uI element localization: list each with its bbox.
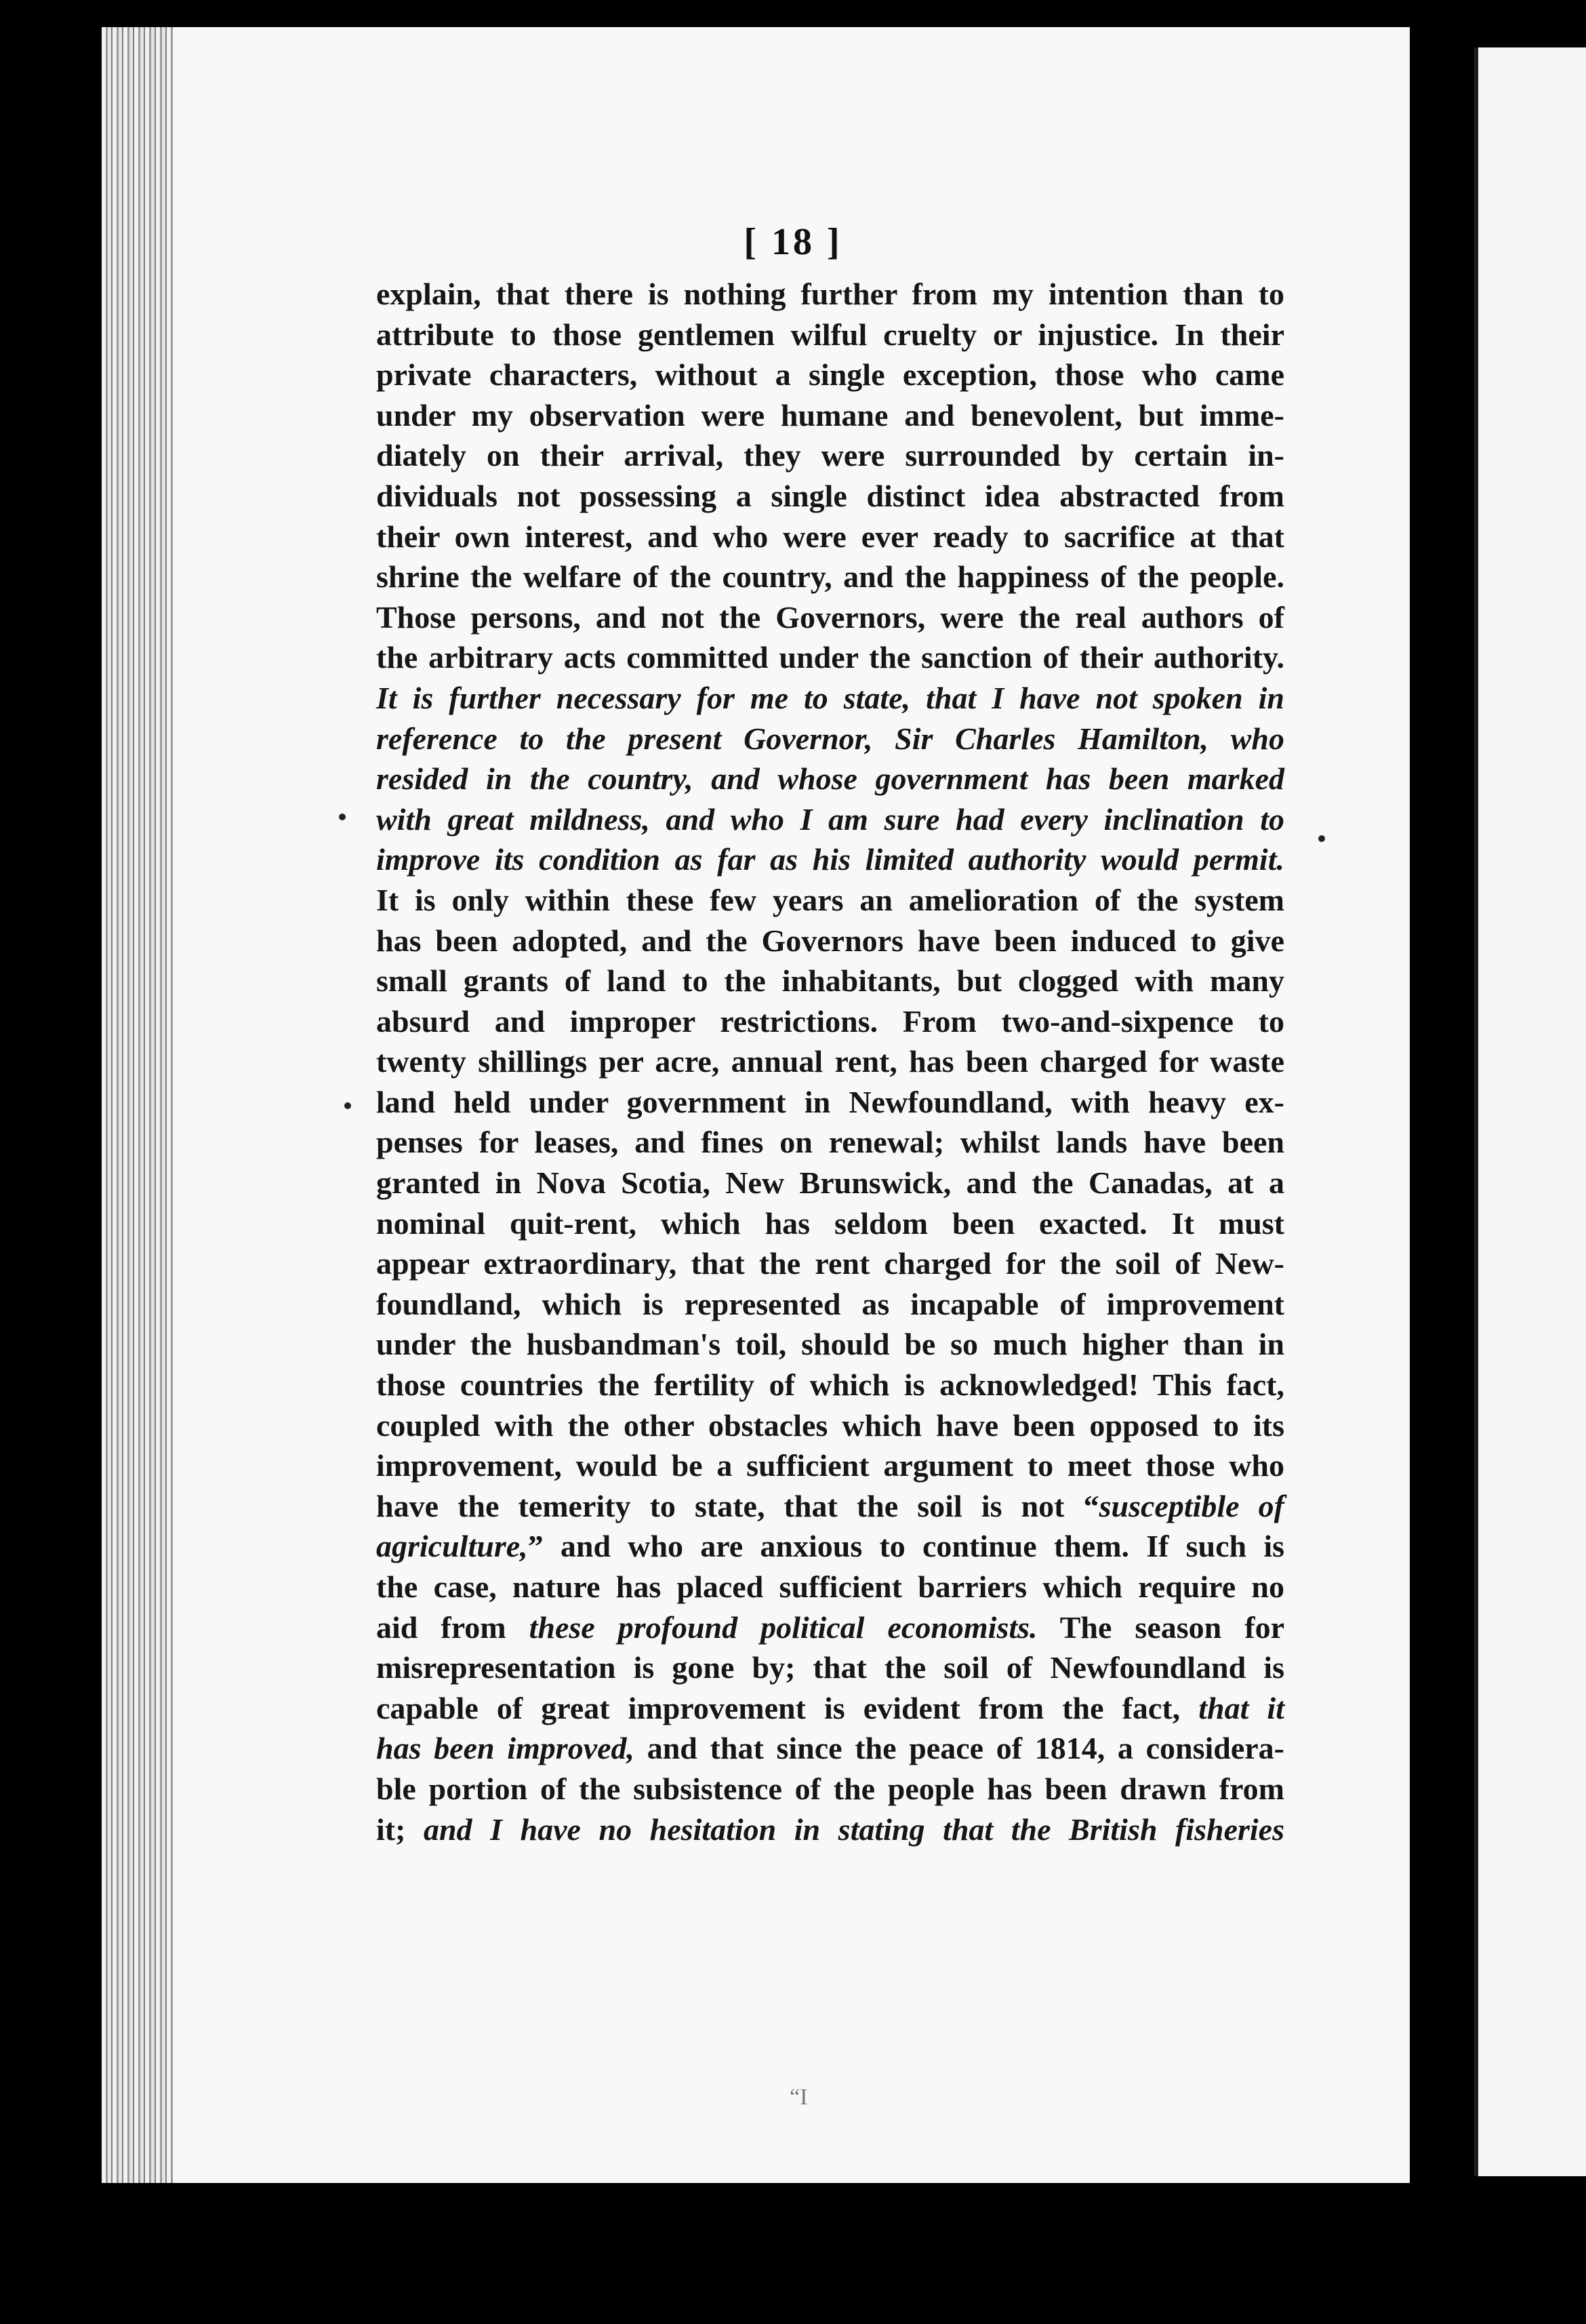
text-segment: granted in Nova Scotia, New Brunswick, and the Canadas, at a xyxy=(376,1165,1284,1201)
text-segment: under the husbandman's toil, should be so much higher than in xyxy=(376,1327,1284,1362)
italic-segment: agriculture, xyxy=(376,1529,528,1564)
text-line xyxy=(376,315,1284,355)
text-line xyxy=(376,1284,1284,1325)
italic-segment: reference to the present Governor, Sir Charles Hamilton, who xyxy=(376,721,1284,756)
ink-speck xyxy=(339,814,346,820)
text-line xyxy=(376,1405,1284,1446)
text-segment: land held under government in Newfoundland, with heavy ex- xyxy=(376,1084,1284,1119)
text-line xyxy=(376,1688,1284,1729)
text-segment: it; xyxy=(376,1811,424,1847)
page-stack-edges xyxy=(102,27,176,2183)
text-segment: private characters, without a single exception, those who came xyxy=(376,357,1284,393)
text-line xyxy=(376,1041,1284,1082)
italic-segment: has been improved, xyxy=(376,1731,635,1766)
text-line xyxy=(376,921,1284,961)
text-segment: aid from xyxy=(376,1609,529,1645)
body-text xyxy=(376,274,1284,1849)
text-segment: coupled with the other obstacles which have been opposed to its xyxy=(376,1407,1284,1443)
text-segment: foundland, which is represented as incapable of improvement xyxy=(376,1286,1284,1321)
italic-segment: that it xyxy=(1198,1690,1284,1725)
text-line xyxy=(376,839,1284,880)
text-line xyxy=(376,759,1284,799)
text-segment: The season for xyxy=(1037,1609,1284,1645)
text-line xyxy=(376,395,1284,436)
text-segment: shrine the welfare of the country, and the happiness of the people. xyxy=(376,559,1284,595)
text-line xyxy=(376,961,1284,1001)
text-line xyxy=(376,476,1284,517)
text-line xyxy=(376,678,1284,719)
page-number-header: [ 18 ] xyxy=(744,221,842,263)
text-segment: ” and who are anxious to continue them. If such is xyxy=(527,1529,1284,1564)
text-segment: have the temerity to state, that the soil is not “ xyxy=(376,1488,1099,1523)
text-line xyxy=(376,799,1284,840)
text-line xyxy=(376,1163,1284,1203)
text-line xyxy=(376,1607,1284,1648)
text-segment: nominal quit-rent, which has seldom been exacted. It must xyxy=(376,1205,1284,1241)
italic-segment: these profound political economists. xyxy=(529,1609,1038,1645)
text-line xyxy=(376,1324,1284,1365)
text-line xyxy=(376,1243,1284,1284)
text-line xyxy=(376,1001,1284,1042)
italic-segment: and I have no hesitation in stating that the British fisheries xyxy=(423,1811,1284,1847)
text-line xyxy=(376,355,1284,395)
text-line xyxy=(376,1809,1284,1850)
text-segment: diately on their arrival, they were surrounded by certain in- xyxy=(376,438,1284,473)
text-segment: appear extraordinary, that the rent charged for the soil of New- xyxy=(376,1246,1284,1281)
text-segment: explain, that there is nothing further from my intention than to xyxy=(376,277,1284,311)
text-line xyxy=(376,557,1284,597)
text-segment: the case, nature has placed sufficient barriers which require no xyxy=(376,1569,1284,1604)
text-segment: misrepresentation is gone by; that the soil of Newfoundland is xyxy=(376,1650,1284,1685)
text-segment: and that since the peace of 1814, a considera- xyxy=(634,1731,1284,1766)
text-segment: their own interest, and who were ever ready to sacrifice at that xyxy=(376,519,1284,554)
text-segment: small grants of land to the inhabitants, but clogged with many xyxy=(376,963,1284,999)
text-segment: attribute to those gentlemen wilful cruelty or injustice. In their xyxy=(376,317,1284,352)
italic-segment: with great mildness, and who I am sure had every inclination to xyxy=(376,801,1284,837)
ink-speck xyxy=(344,1102,351,1109)
text-line xyxy=(376,1728,1284,1769)
text-line xyxy=(376,1769,1284,1809)
text-segment: capable of great improvement is evident from the fact, xyxy=(376,1690,1199,1725)
ink-speck xyxy=(1318,835,1325,842)
text-line xyxy=(376,1486,1284,1527)
text-segment: ble portion of the subsistence of the people has been drawn from xyxy=(376,1771,1284,1806)
text-line xyxy=(376,880,1284,921)
text-line xyxy=(376,517,1284,557)
italic-segment: resided in the country, and whose government has been marked xyxy=(376,761,1284,797)
text-line xyxy=(376,1445,1284,1486)
catchword: “I xyxy=(790,2085,808,2110)
text-line xyxy=(376,1647,1284,1688)
text-line xyxy=(376,1567,1284,1607)
text-segment: dividuals not possessing a single distinct idea abstracted from xyxy=(376,478,1284,513)
text-segment: absurd and improper restrictions. From two-and-sixpence to xyxy=(376,1003,1284,1039)
text-segment: under my observation were humane and benevolent, but imme- xyxy=(376,397,1284,433)
text-line xyxy=(376,1122,1284,1163)
text-line xyxy=(376,719,1284,759)
text-segment: improvement, would be a sufficient argument to meet those who xyxy=(376,1448,1284,1483)
text-segment: Those persons, and not the Governors, were the real authors of xyxy=(376,599,1284,635)
text-line xyxy=(376,435,1284,476)
text-segment: those countries the fertility of which is acknowledged! This fact, xyxy=(376,1367,1284,1403)
text-line xyxy=(376,637,1284,678)
italic-segment: improve its condition as far as his limited authority would permit. xyxy=(376,842,1284,877)
text-segment: the arbitrary acts committed under the sanction of their authority. xyxy=(376,640,1284,675)
italic-segment: susceptible of xyxy=(1099,1488,1284,1523)
text-line xyxy=(376,274,1284,315)
text-line xyxy=(376,1365,1284,1405)
text-segment: penses for leases, and fines on renewal; whilst lands have been xyxy=(376,1125,1284,1160)
text-line xyxy=(376,597,1284,638)
text-line xyxy=(376,1203,1284,1244)
text-line xyxy=(376,1526,1284,1567)
text-segment: It is only within these few years an amelioration of the system xyxy=(376,882,1284,917)
italic-segment: It is further necessary for me to state, that I have not spoken in xyxy=(376,680,1284,715)
text-segment: has been adopted, and the Governors have been induced to give xyxy=(376,923,1284,958)
facing-page-edge xyxy=(1474,47,1586,2176)
text-line xyxy=(376,1082,1284,1123)
text-segment: twenty shillings per acre, annual rent, has been charged for waste xyxy=(376,1044,1284,1079)
